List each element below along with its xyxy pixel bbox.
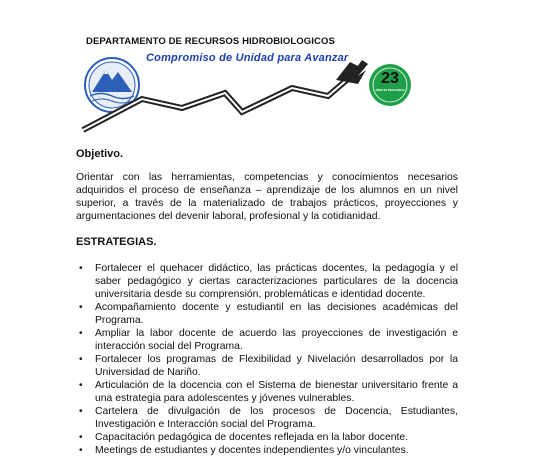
bullet-icon: • [79, 263, 83, 274]
list-item-text: Articulación de la docencia con el Sistema de bienestar universitario frente a una estrategia para adolescentes y jóvenes vulnerables. [95, 380, 458, 404]
list-item [79, 379, 458, 405]
bullet-icon: • [79, 354, 83, 365]
strategies-list [76, 262, 458, 457]
bullet-icon: • [79, 380, 83, 391]
objective-paragraph: Orientar con las herramientas, competencias y conocimientos necesarios adquiridos el proceso de enseñanza – aprendizaje de los alumnos en un nivel superior, a través de la materializado de trabajos prácticos, proyecciones y argumentaciones del devenir laboral, profesional y la cotidianidad. [76, 172, 458, 222]
bullet-icon: • [79, 328, 83, 339]
list-item [79, 405, 458, 431]
list-item-text: Fortalecer el quehacer didáctico, las prácticas docentes, la pedagogía y el saber pedagógico y ciertas caracterizaciones particulares de la docencia universitaria desde su comprensión, problemáticas e identidad docente. [95, 263, 458, 300]
list-item-text: Ampliar la labor docente de acuerdo las proyecciones de investigación e interacción social del Programa. [95, 328, 458, 352]
document-body [76, 148, 458, 457]
list-item [79, 431, 458, 444]
list-item [79, 353, 458, 379]
strategies-heading: ESTRATEGIAS. [76, 236, 157, 248]
list-item [79, 262, 458, 301]
list-item-text: Cartelera de divulgación de los procesos de Docencia, Estudiantes, Investigación e Interacción social del Programa. [95, 406, 458, 430]
motto-banner: Compromiso de Unidad para Avanzar [146, 52, 349, 64]
list-item [79, 444, 458, 457]
list-item-text: Capacitación pedagógica de docentes reflejada en la labor docente. [95, 432, 409, 443]
badge-number: 23 [381, 70, 399, 87]
bullet-icon: • [79, 406, 83, 417]
list-item-text: Meetings de estudiantes y docentes independientes y/o vinculantes. [95, 445, 409, 456]
bullet-icon: • [79, 445, 83, 456]
department-title: DEPARTAMENTO DE RECURSOS HIDROBIOLOGICOS [86, 36, 335, 47]
badge-caption: AÑOS DE EXCELENCIA [375, 89, 405, 92]
bullet-icon: • [79, 432, 83, 443]
bullet-icon: • [79, 302, 83, 313]
header-graphic [0, 0, 534, 145]
objective-heading: Objetivo. [76, 148, 124, 160]
list-item-text: Fortalecer los programas de Flexibilidad y Nivelación desarrollados por la Universidad de Nariño. [95, 354, 458, 378]
list-item [79, 301, 458, 327]
list-item-text: Acompañamiento docente y estudiantil en las decisiones académicas del Programa. [95, 302, 458, 326]
page-header [0, 0, 534, 145]
list-item [79, 327, 458, 353]
